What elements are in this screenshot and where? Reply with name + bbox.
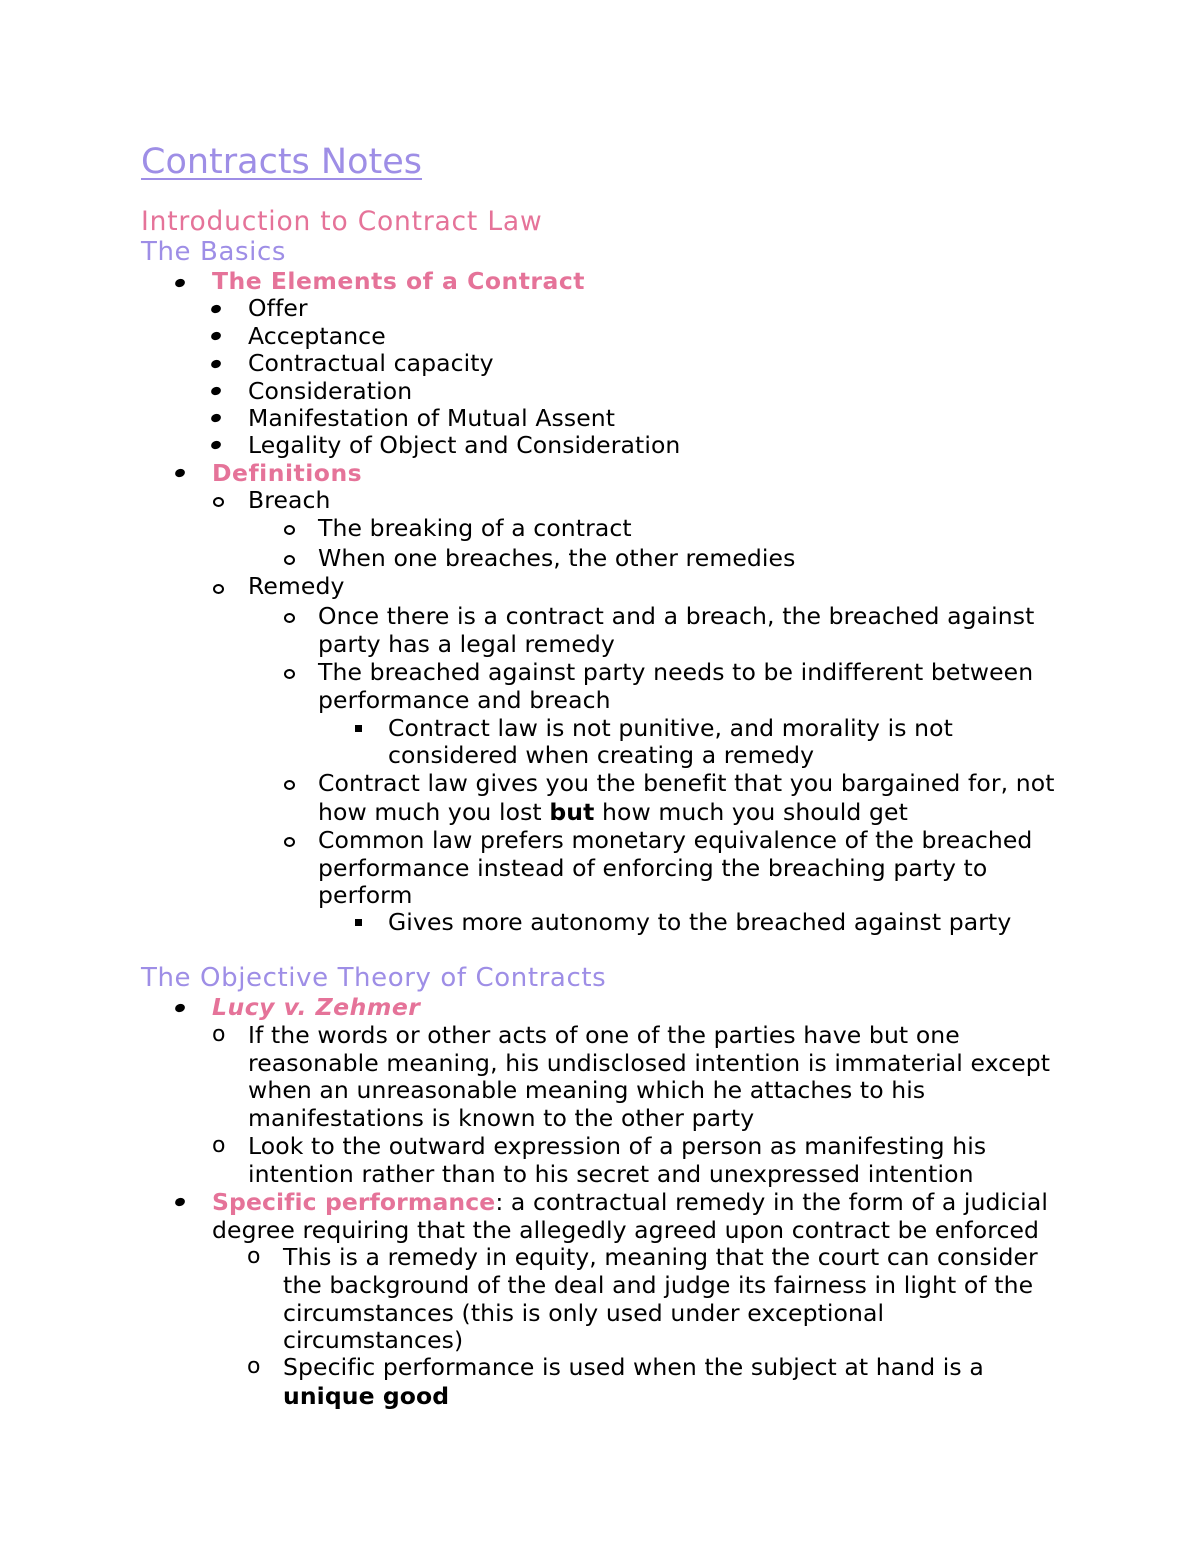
bullet-circle-icon: [284, 613, 295, 623]
list-item-continuation: party has a legal remedy: [318, 630, 615, 658]
bullet-circle-icon: o: [212, 1022, 226, 1047]
bullet-disc-icon: [174, 468, 186, 479]
list-item-continuation: manifestations is known to the other party: [248, 1104, 755, 1132]
list-item: This is a remedy in equity, meaning that the court can consider: [283, 1243, 1038, 1271]
list-item: Contractual capacity: [248, 349, 494, 377]
heading-elements: The Elements of a Contract: [212, 267, 586, 295]
list-item-continuation: the background of the deal and judge its fairness in light of the: [283, 1271, 1034, 1299]
case-lucy-v-zehmer: Lucy v. Zehmer: [212, 993, 421, 1021]
list-item: Legality of Object and Consideration: [248, 431, 681, 459]
bullet-disc-icon: [210, 304, 222, 315]
list-item: Offer: [248, 294, 308, 322]
bullet-circle-icon: [284, 555, 295, 565]
bullet-disc-icon: [210, 440, 222, 451]
list-item-continuation: intention rather than to his secret and unexpressed intention: [248, 1160, 974, 1188]
list-item-continuation: performance instead of enforcing the breaching party to: [318, 854, 988, 882]
list-item-continuation: circumstances (this is only used under exceptional: [283, 1299, 885, 1327]
list-item: Manifestation of Mutual Assent: [248, 404, 616, 432]
list-item: Once there is a contract and a breach, the breached against: [318, 602, 1035, 630]
bullet-disc-icon: [174, 278, 186, 289]
list-item-continuation: when an unreasonable meaning which he attaches to his: [248, 1076, 926, 1104]
bullet-circle-icon: [284, 669, 295, 679]
bullet-circle-icon: [284, 525, 295, 535]
list-item: Acceptance: [248, 322, 386, 350]
list-item-continuation: degree requiring that the allegedly agreed upon contract be enforced: [212, 1216, 1040, 1244]
bullet-disc-icon: [210, 331, 222, 342]
page-title: Contracts Notes: [141, 142, 423, 182]
list-item-continuation: perform: [318, 881, 413, 909]
term-breach: Breach: [248, 486, 331, 514]
text-run: how much you should get: [594, 798, 908, 826]
text-run: how much you lost: [318, 798, 550, 826]
bullet-square-icon: [355, 725, 362, 732]
list-item-continuation: [318, 798, 908, 826]
list-item: The breached against party needs to be indifferent between: [318, 658, 1034, 686]
list-item: The breaking of a contract: [318, 514, 632, 542]
list-item: Common law prefers monetary equivalence of the breached: [318, 826, 1033, 854]
heading-introduction: Introduction to Contract Law: [141, 206, 543, 237]
term-remedy: Remedy: [248, 572, 345, 600]
list-item: Specific performance is used when the subject at hand is a: [283, 1353, 984, 1381]
list-item: Contract law gives you the benefit that you bargained for, not: [318, 769, 1055, 797]
list-item: Look to the outward expression of a person as manifesting his: [248, 1132, 987, 1160]
list-item: Gives more autonomy to the breached against party: [388, 908, 1012, 936]
list-item-continuation: reasonable meaning, his undisclosed intention is immaterial except: [248, 1049, 1051, 1077]
bullet-circle-icon: o: [247, 1354, 261, 1379]
list-item-continuation: considered when creating a remedy: [388, 741, 815, 769]
bullet-disc-icon: [210, 413, 222, 424]
heading-definitions: Definitions: [212, 459, 363, 487]
term-specific-performance: Specific performance: [212, 1188, 496, 1216]
list-item: Consideration: [248, 377, 413, 405]
bullet-disc-icon: [174, 1197, 186, 1208]
bullet-circle-icon: [284, 837, 295, 847]
bullet-circle-icon: o: [247, 1244, 261, 1269]
list-item: If the words or other acts of one of the parties have but one: [248, 1021, 960, 1049]
bullet-circle-icon: [284, 780, 295, 790]
heading-basics: The Basics: [141, 237, 287, 267]
bullet-disc-icon: [210, 386, 222, 397]
list-item-continuation: circumstances): [283, 1326, 464, 1354]
list-item-continuation: [283, 1382, 449, 1410]
heading-objective-theory: The Objective Theory of Contracts: [141, 963, 607, 993]
bullet-circle-icon: [213, 497, 224, 507]
list-item: [212, 1188, 1048, 1216]
list-item-continuation: performance and breach: [318, 686, 611, 714]
bullet-square-icon: [355, 919, 362, 926]
bullet-disc-icon: [210, 359, 222, 370]
bullet-disc-icon: [174, 1003, 186, 1014]
text-run: : a contractual remedy in the form of a judicial: [495, 1188, 1048, 1216]
list-item: Contract law is not punitive, and morality is not: [388, 714, 953, 742]
bullet-circle-icon: [213, 584, 224, 594]
list-item: When one breaches, the other remedies: [318, 544, 796, 572]
bold-text: but: [549, 798, 595, 826]
bullet-circle-icon: o: [212, 1133, 226, 1158]
bold-text: unique good: [283, 1382, 450, 1410]
